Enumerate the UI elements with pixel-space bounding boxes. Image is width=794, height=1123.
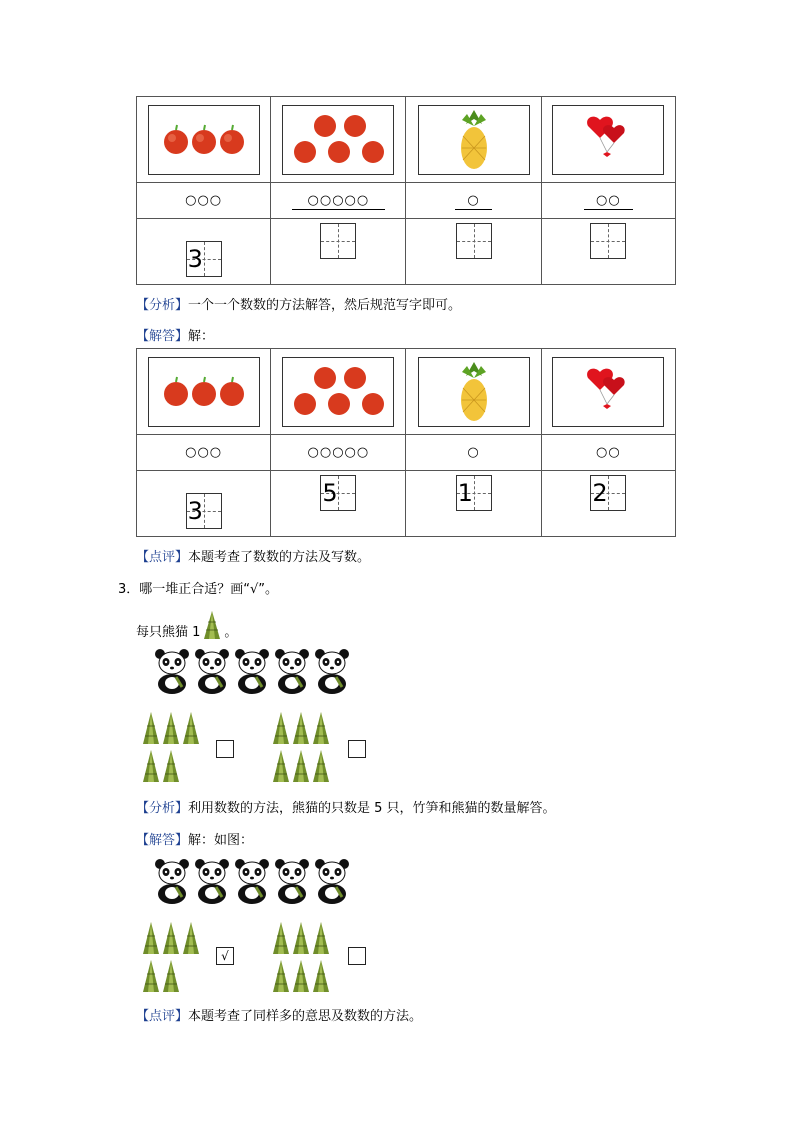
- analysis-1: 【分析】一个一个数数的方法解答，然后规范写字即可。: [136, 298, 462, 313]
- apples-image: [148, 105, 260, 175]
- pandas-row: [154, 645, 364, 695]
- digit-cell: [137, 471, 271, 537]
- apple-icon: [192, 125, 216, 154]
- answer-3-figure: [140, 855, 370, 995]
- apples-image: [282, 105, 394, 175]
- circles-cell: ○○○: [137, 183, 271, 219]
- pineapple-image: [418, 105, 530, 175]
- bamboo-group-a: [143, 712, 199, 782]
- panda-icon: [195, 649, 229, 694]
- digit-cell: [271, 471, 406, 537]
- tian-grid[interactable]: 3: [186, 241, 222, 277]
- circles-cell: ○○○○○: [271, 183, 406, 219]
- circles-cell: ○: [406, 183, 541, 219]
- circles-cell: ○○: [541, 435, 675, 471]
- bamboo-shoot-icon: [202, 610, 222, 640]
- bamboo-groups: [140, 920, 370, 1000]
- digit-cell: [406, 219, 541, 285]
- digit-cell: [541, 219, 675, 285]
- apple-icon: [220, 125, 244, 154]
- panda-icon: [235, 859, 269, 904]
- tian-grid: 2: [590, 475, 626, 511]
- apple-icon: [164, 125, 188, 154]
- circles-cell: ○: [406, 435, 541, 471]
- cell-pineapple: [406, 349, 541, 435]
- cell-pineapple: [406, 97, 541, 183]
- analysis-3: 【分析】利用数数的方法，熊猫的只数是 5 只，竹笋和熊猫的数量解答。: [136, 801, 556, 816]
- cell-hearts: [541, 349, 675, 435]
- circles-cell: ○○: [541, 183, 675, 219]
- pineapple-image: [418, 357, 530, 427]
- tian-grid[interactable]: [456, 223, 492, 259]
- comment-1: 【点评】本题考查了数数的方法及写数。: [136, 550, 371, 565]
- apples-image: [148, 357, 260, 427]
- cell-hearts: [541, 97, 675, 183]
- cell-apples-5: [271, 349, 406, 435]
- tian-grid: 3: [186, 493, 222, 529]
- question-3-figure: [140, 645, 370, 785]
- tian-grid[interactable]: [320, 223, 356, 259]
- bamboo-group-b: [273, 922, 329, 992]
- answer-3: 【解答】解：如图：: [136, 833, 254, 848]
- digit-cell: [406, 471, 541, 537]
- panda-icon: [315, 859, 349, 904]
- panda-icon: [195, 859, 229, 904]
- question-3-sub: 每只熊猫 1 。: [136, 610, 237, 640]
- panda-icon: [155, 859, 189, 904]
- tian-grid: 1: [456, 475, 492, 511]
- bamboo-groups: [140, 710, 370, 790]
- answer-1: 【解答】解：: [136, 329, 215, 344]
- digit-cell: [541, 471, 675, 537]
- apples-image: [282, 357, 394, 427]
- answer-table: [136, 348, 676, 537]
- panda-icon: [155, 649, 189, 694]
- tian-grid: 5: [320, 475, 356, 511]
- cell-apples-3: [137, 349, 271, 435]
- answer-checkbox-a[interactable]: [216, 740, 234, 758]
- bamboo-group-b: [273, 712, 329, 782]
- hearts-image: [552, 105, 664, 175]
- circles-cell: ○○○○○: [271, 435, 406, 471]
- digit-cell: [137, 219, 271, 285]
- cell-apples-3: [137, 97, 271, 183]
- question-3-title: 3．哪一堆正合适？画“√”。: [118, 582, 279, 597]
- answer-checkbox-a-checked: √: [216, 947, 234, 965]
- bamboo-group-a: [143, 922, 199, 992]
- tian-grid[interactable]: [590, 223, 626, 259]
- digit-cell: [271, 219, 406, 285]
- panda-icon: [275, 859, 309, 904]
- question-table: [136, 96, 676, 285]
- pandas-row: [154, 855, 364, 905]
- answer-checkbox-b: [348, 947, 366, 965]
- answer-checkbox-b[interactable]: [348, 740, 366, 758]
- cell-apples-5: [271, 97, 406, 183]
- panda-icon: [315, 649, 349, 694]
- panda-icon: [275, 649, 309, 694]
- hearts-image: [552, 357, 664, 427]
- panda-icon: [235, 649, 269, 694]
- comment-3: 【点评】本题考查了同样多的意思及数数的方法。: [136, 1009, 423, 1024]
- circles-cell: ○○○: [137, 435, 271, 471]
